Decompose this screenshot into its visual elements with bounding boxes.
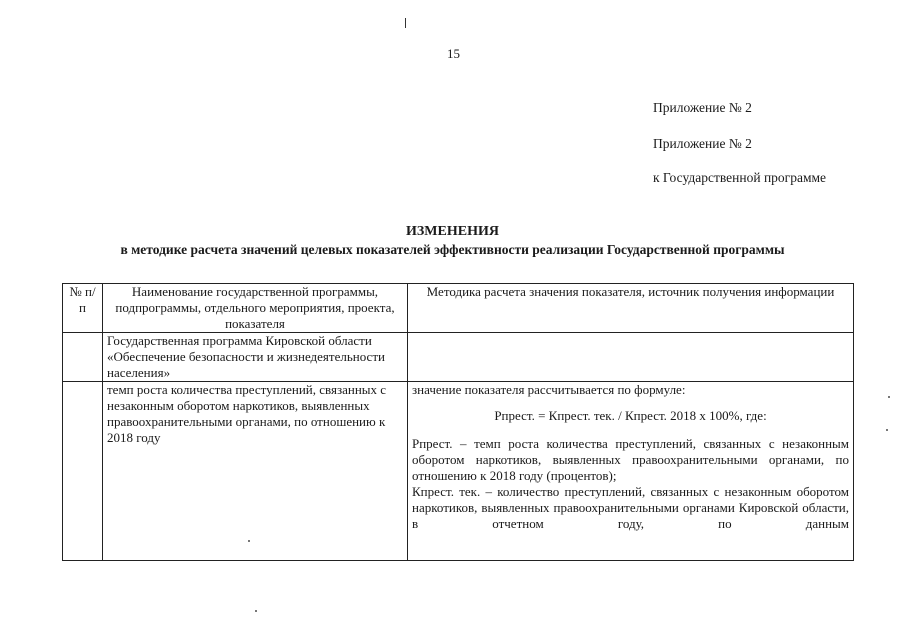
definition-1: Рпрест. – темп роста количества преступлений, связанных с незаконным оборотом наркотиков, выявленных правоохранительными органами, по отношению к 2018 году (процентов);	[412, 436, 849, 483]
appendix-line-3: к Государственной программе	[653, 170, 827, 185]
method-intro: значение показателя рассчитывается по формуле:	[412, 382, 686, 397]
scan-mark	[405, 18, 406, 28]
row-method	[408, 333, 854, 382]
row-name: Государственная программа Кировской области «Обеспечение безопасности и жизнедеятельности населения»	[103, 333, 408, 382]
scan-speck	[255, 610, 257, 612]
scan-speck	[886, 429, 888, 431]
row-num	[63, 333, 103, 382]
row-method	[408, 382, 854, 561]
document-subtitle: в методике расчета значений целевых показателей эффективности реализации Государственной программы	[120, 242, 785, 257]
appendix-line-1: Приложение № 2	[653, 100, 752, 115]
header-name: Наименование государственной программы, подпрограммы, отдельного мероприятия, проекта, показателя	[103, 284, 408, 333]
appendix-line-2: Приложение № 2	[653, 136, 752, 151]
methods-table	[62, 283, 854, 561]
table-header-row	[63, 284, 854, 333]
table-row	[63, 333, 854, 382]
definition-2: Кпрест. тек. – количество преступлений, связанных с незаконным оборотом наркотиков, выявленных правоохранительными органами Кировской области, в отчетном году, по данным	[412, 484, 849, 531]
scan-speck	[888, 396, 890, 398]
formula: Рпрест. = Кпрест. тек. / Кпрест. 2018 х 100%, где:	[494, 408, 767, 423]
document-title: ИЗМЕНЕНИЯ	[406, 224, 499, 239]
header-method: Методика расчета значения показателя, источник получения информации	[408, 284, 854, 333]
table-row	[63, 382, 854, 561]
page-number: 15	[447, 46, 460, 61]
header-num: № п/п	[63, 284, 103, 333]
scan-speck	[248, 540, 250, 542]
row-name: темп роста количества преступлений, связанных с незаконным оборотом наркотиков, выявленных правоохранительными органами, по отношению к 2018 году	[103, 382, 408, 561]
row-num	[63, 382, 103, 561]
